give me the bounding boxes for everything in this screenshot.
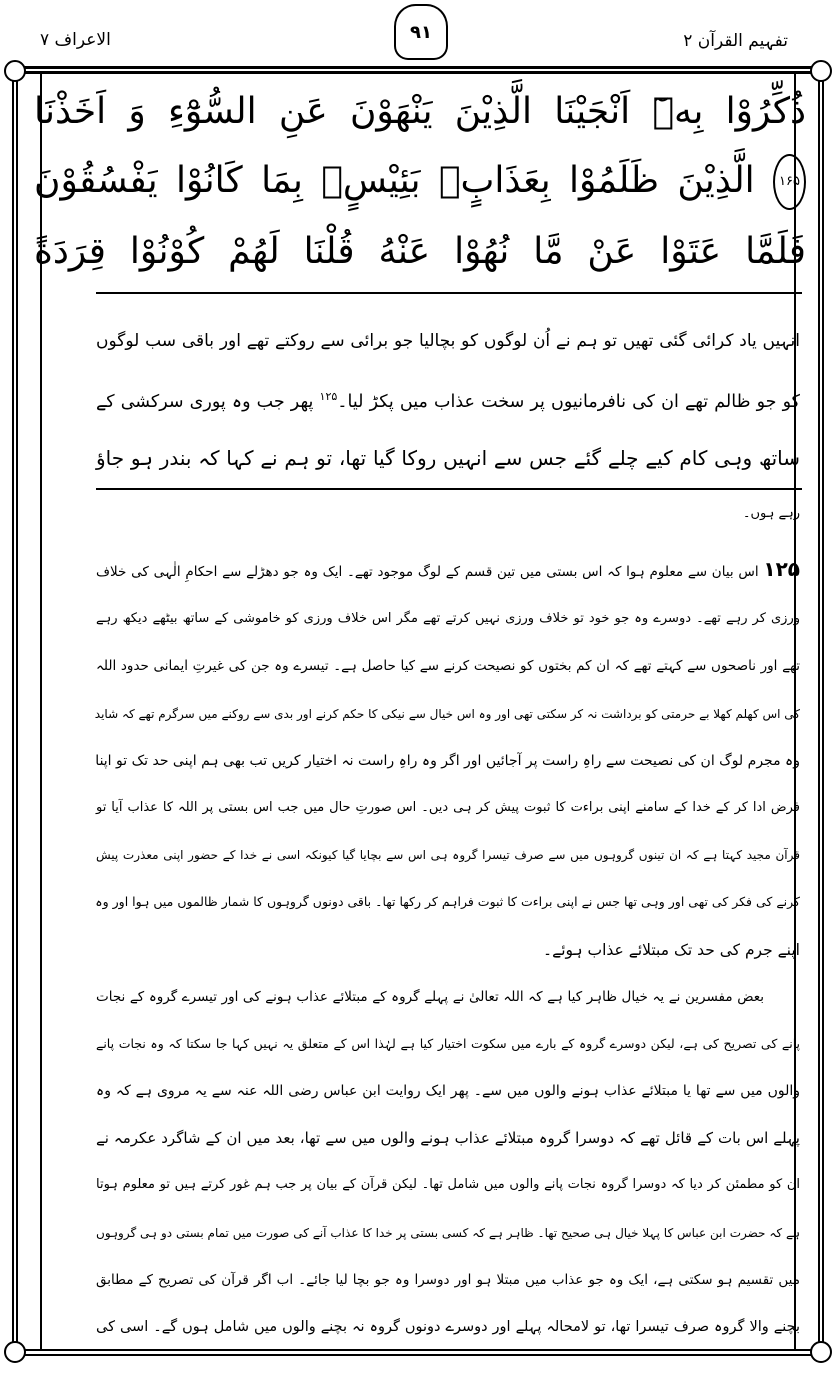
commentary-line: والوں میں سے تھا یا مبتلائے عذاب ہونے والوں میں سے۔ پھر ایک روایت ابن عباس رضی اللہ عنہ سے یہ مروی ہے کہ وہ <box>96 1083 801 1100</box>
corner-ornament-icon <box>4 60 26 82</box>
commentary-line: ان کو مطمئن کر دیا کہ دوسرا گروہ نجات پانے والوں میں شامل تھا۔ لیکن قرآن کے بیان پر جب ہم غور کرتے ہیں تو معلوم ہوتا <box>96 1177 800 1193</box>
footnote-number: ۱۲۵ <box>763 557 800 581</box>
ayah-number-mark: ۱۶۵ <box>773 154 806 210</box>
book-title: تفہیم القرآن ۲ <box>683 31 788 51</box>
commentary-line: بچنے والا گروہ صرف تیسرا تھا، تو لامحالہ پہلے اور دوسرے دونوں گروہ نہ بچنے والوں میں شامل ہوں گے۔ اسی کی <box>96 1319 800 1335</box>
verse-text: الَّذِيْنَ ظَلَمُوْا بِعَذَابٍۭ بَئِيْسٍۭ بِمَا كَانُوْا يَفْسُقُوْنَ <box>34 160 755 201</box>
translation-line: انہیں یاد کرائی گئی تھیں تو ہم نے اُن لوگوں کو بچالیا جو برائی سے روکتے تھے اور باقی سب لوگوں <box>96 331 800 351</box>
translation-text: پھر جب وہ پوری سرکشی کے <box>96 391 320 412</box>
divider <box>96 488 802 490</box>
commentary-line: بعض مفسرین نے یہ خیال ظاہر کیا ہے کہ اللہ تعالیٰ نے پہلے گروہ کے مبتلائے عذاب ہونے کی اور تیسرے گروہ کے نجات <box>96 988 764 1005</box>
translation-line <box>96 382 800 417</box>
corner-ornament-icon <box>810 60 832 82</box>
commentary-line: ہے کہ حضرت ابن عباس کا پہلا خیال ہی صحیح تھا۔ ظاہر ہے کہ کسی بستی پر خدا کا عذاب آنے کی صورت میں تمام بستی دو ہی گروہوں <box>96 1225 800 1240</box>
commentary-line <box>96 558 800 583</box>
verse-line: ذُكِّرُوْا بِهٖٓ اَنْجَيْنَا الَّذِيْنَ يَنْهَوْنَ عَنِ السُّوْٓءِ وَ اَخَذْنَا <box>34 91 806 132</box>
commentary-line: فرض ادا کر کے خدا کے سامنے اپنی براءت کا ثبوت پیش کر ہی دیں۔ اس صورتِ حال میں جب اس بستی پر اللہ کا عذاب آیا تو <box>96 799 800 815</box>
divider <box>96 292 802 294</box>
commentary-line: کرنے کی فکر کی تھی اور وہی تھا جس نے اپنی براءت کا ثبوت فراہم کر رکھا تھا۔ باقی دونوں گروہوں کا شمار ظالموں میں ہوا اور وہ <box>95 894 800 910</box>
commentary-line: قرآن مجید کہتا ہے کہ ان تینوں گروہوں میں سے صرف تیسرا گروہ ہی اس سے بچایا گیا کیونکہ اسی نے خدا کے حضور اپنی معذرت پیش <box>96 848 800 863</box>
corner-ornament-icon <box>810 1341 832 1363</box>
translation-line: ساتھ وہی کام کیے چلے گئے جس سے انہیں روکا گیا تھا، تو ہم نے کہا کہ بندر ہو جاؤ <box>96 445 800 470</box>
footnote-ref: ۱۲۵ <box>319 390 338 403</box>
commentary-text: اس بیان سے معلوم ہوا کہ اس بستی میں تین قسم کے لوگ موجود تھے۔ ایک وہ جو دھڑلے سے احکامِ الٰہی کی خلاف <box>96 564 759 580</box>
verse-line: فَلَمَّا عَتَوْا عَنْ مَّا نُهُوْا عَنْهُ قُلْنَا لَهُمْ كُوْنُوْا قِرَدَةً <box>34 231 806 272</box>
arabic-verses <box>34 88 806 276</box>
commentary-line: وہ مجرم لوگ ان کی نصیحت سے راہِ راست پر آجائیں اور اگر وہ راہِ راست نہ اختیار کریں تب بھی ہم اپنی حد تک تو اپنا <box>95 752 800 769</box>
commentary-line: پانے کی تصریح کی ہے، لیکن دوسرے گروہ کے بارے میں سکوت اختیار کیا ہے لہٰذا اس کے متعلق یہ نہیں کہا جا سکتا کہ وہ نجات پانے <box>96 1035 800 1051</box>
translation-text: کو جو ظالم تھے ان کی نافرمانیوں پر سخت عذاب میں پکڑ لیا۔ <box>337 391 800 412</box>
commentary-line: تھے اور ناصحوں سے کہتے تھے کہ ان کم بختوں کو نصیحت کرنے سے کیا حاصل ہے۔ تیسرے وہ جن کی غیرتِ ایمانی حدود اللہ <box>96 658 800 675</box>
surah-name: الاعراف ۷ <box>40 30 111 50</box>
urdu-translation <box>96 326 800 473</box>
commentary-line: ورزی کر رہے تھے۔ دوسرے وہ جو خود تو خلاف ورزی نہیں کرتے تھے مگر اس خلاف ورزی کو خاموشی کے ساتھ بیٹھے دیکھ رہے <box>96 611 800 627</box>
commentary-line: میں تقسیم ہو سکتی ہے، ایک وہ جو عذاب میں مبتلا ہو اور دوسرا وہ جو بچا لیا جائے۔ اب اگر قرآن کی تصریح کے مطابق <box>96 1271 800 1288</box>
commentary-line: اپنے جرم کی حد تک مبتلائے عذاب ہوئے۔ <box>543 940 800 959</box>
previous-footnote-end: رہے ہوں۔ <box>742 506 800 521</box>
verse-line <box>34 154 806 210</box>
page-number: ۹۱ <box>394 4 448 60</box>
commentary-line: کی اس کھلم کھلا بے حرمتی کو برداشت نہ کر سکتی تھی اور وہ اس خیال سے نیکی کا حکم کرنے اور بدی سے روکنے میں سرگرم تھے کہ شاید <box>94 706 800 721</box>
corner-ornament-icon <box>4 1341 26 1363</box>
commentary-footnotes <box>96 558 800 1338</box>
commentary-line: پہلے اس بات کے قائل تھے کہ دوسرا گروہ مبتلائے عذاب ہونے والوں میں سے تھا، بعد میں ان کے شاگرد عکرمہ نے <box>96 1129 800 1148</box>
